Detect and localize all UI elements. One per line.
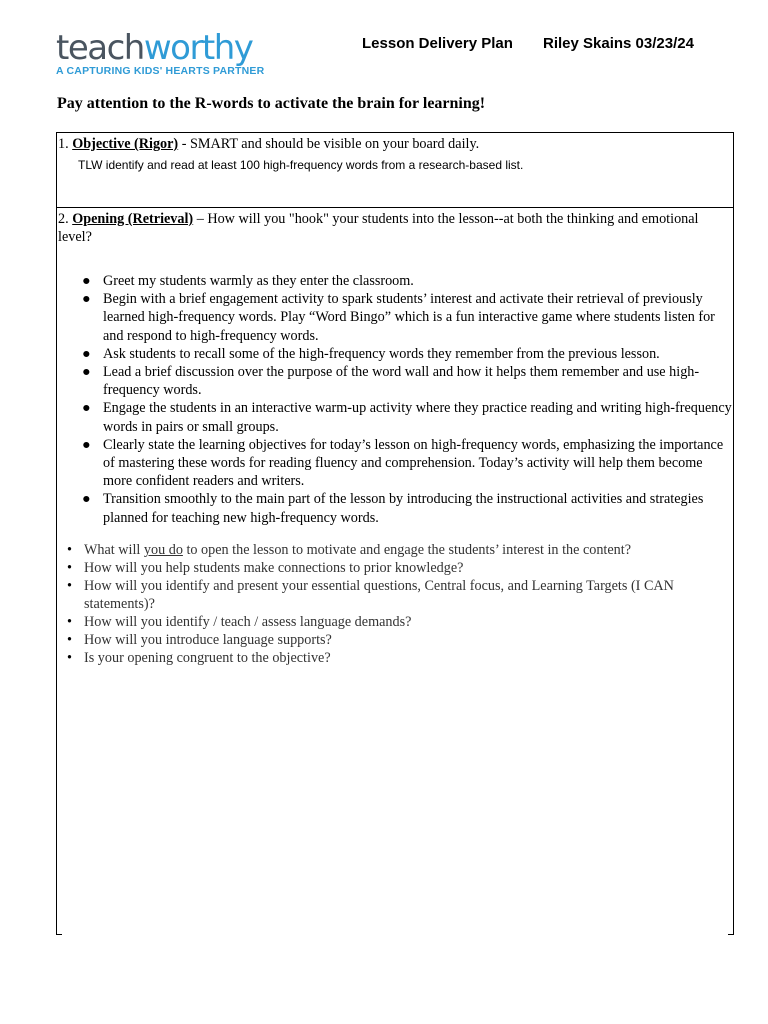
bullet-icon: ● bbox=[82, 400, 91, 417]
bullet-icon: • bbox=[67, 631, 72, 648]
bullet-icon: ● bbox=[82, 491, 91, 508]
opening-heading bbox=[57, 208, 733, 246]
objective-section bbox=[56, 132, 734, 208]
bullet-icon: ● bbox=[82, 436, 91, 453]
logo-wordmark-teach: teach bbox=[56, 28, 144, 68]
logo-tagline: A CAPTURING KIDS' HEARTS PARTNER bbox=[56, 65, 265, 77]
author-date: Riley Skains 03/23/24 bbox=[543, 35, 694, 52]
bullet-icon: • bbox=[67, 541, 72, 558]
bullet-icon: ● bbox=[82, 291, 91, 308]
list-item[interactable]: ● Greet my students warmly as they enter the classroom. bbox=[82, 273, 414, 289]
list-item[interactable]: ● Clearly state the learning objectives for today’s lesson on high-frequency words, emphasizing the importance of mastering these words for reading fluency and comprehension. Today’s activity will help them become more confident readers and writers. bbox=[82, 436, 724, 490]
teachworthy-logo bbox=[56, 30, 264, 77]
section-number: 1. bbox=[58, 136, 73, 152]
box-corner-left bbox=[56, 934, 62, 935]
objective-heading bbox=[57, 133, 733, 153]
intro-heading: Pay attention to the R-words to activate the brain for learning! bbox=[57, 95, 486, 112]
list-item[interactable]: ● Lead a brief discussion over the purpose of the word wall and how it helps them remember and use high-frequency words. bbox=[82, 364, 700, 399]
question-item: • How will you identify / teach / assess language demands? bbox=[67, 613, 412, 630]
opening-title: Opening (Retrieval) bbox=[72, 211, 194, 227]
list-item[interactable]: ● Begin with a brief engagement activity to spark students’ interest and activate their retrieval of previously learned high-frequency words. Play “Word Bingo” which is a fun interactive game where students listen for and respond to high-frequency words. bbox=[82, 291, 715, 344]
bullet-icon: ● bbox=[82, 364, 91, 381]
question-item: • How will you identify and present your essential questions, Central focus, and Learning Targets (I CAN statements)? bbox=[67, 577, 674, 612]
opening-plan-list bbox=[57, 246, 733, 527]
section-number: 2. bbox=[58, 211, 73, 227]
opening-description: – How will you "hook" your students into the lesson--at both the thinking and emotional level? bbox=[58, 211, 699, 245]
bullet-icon: ● bbox=[82, 273, 91, 289]
list-item[interactable]: ● Transition smoothly to the main part of the lesson by introducing the instructional activities and strategies planned for teaching new high-frequency words. bbox=[82, 491, 704, 526]
bullet-icon: • bbox=[67, 559, 72, 576]
question-item: • What will you do to open the lesson to motivate and engage the students’ interest in the content? bbox=[67, 541, 632, 558]
question-item: • How will you help students make connections to prior knowledge? bbox=[67, 559, 464, 576]
document-title: Lesson Delivery Plan bbox=[362, 35, 513, 52]
logo-wordmark bbox=[56, 30, 264, 66]
list-item[interactable]: ● Engage the students in an interactive warm-up activity where they practice reading and writing high-frequency words in pairs or small groups. bbox=[82, 400, 732, 435]
question-item: • How will you introduce language supports? bbox=[67, 631, 332, 648]
guiding-questions-list bbox=[57, 527, 733, 667]
logo-wordmark-worthy: worthy bbox=[143, 28, 253, 68]
question-item: • Is your opening congruent to the objective? bbox=[67, 649, 331, 666]
bullet-icon: • bbox=[67, 613, 72, 630]
bullet-icon: ● bbox=[82, 345, 91, 362]
bullet-icon: • bbox=[67, 577, 72, 594]
objective-title: Objective (Rigor) bbox=[72, 136, 179, 152]
list-item[interactable]: ● Ask students to recall some of the high-frequency words they remember from the previous lesson. bbox=[82, 345, 660, 362]
objective-text[interactable]: TLW identify and read at least 100 high-frequency words from a research-based list. bbox=[78, 158, 524, 172]
objective-description: - SMART and should be visible on your board daily. bbox=[178, 136, 480, 152]
bullet-icon: • bbox=[67, 649, 72, 666]
opening-section bbox=[56, 207, 734, 935]
box-corner-right bbox=[728, 934, 734, 935]
